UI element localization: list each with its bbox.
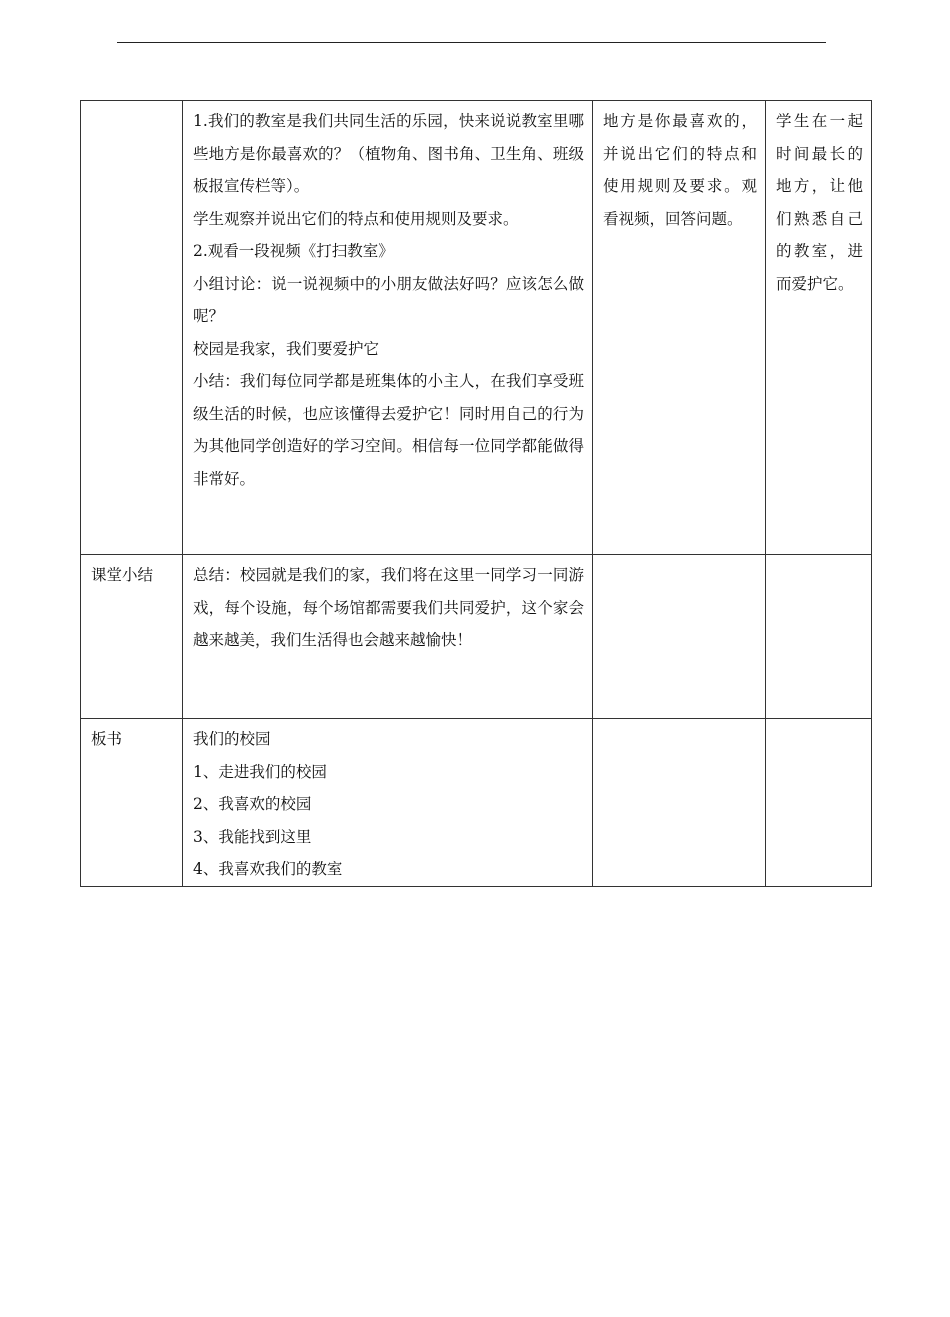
content-line: 小结：我们每位同学都是班集体的小主人，在我们享受班级生活的时候，也应该懂得去爱护它！同时用自己的行为为其他同学创造好的学习空间。相信每一位同学都能做得非常好。: [193, 372, 584, 488]
content-line: 4、我喜欢我们的教室: [193, 860, 343, 878]
table-row-summary: [81, 555, 872, 719]
design-intent-cell: [766, 555, 872, 719]
content-line: 总结：校园就是我们的家，我们将在这里一同学习一同游戏，每个设施，每个场馆都需要我们共同爱护，这个家会越来越美，我们生活得也会越来越愉快！: [193, 566, 584, 649]
teaching-content-cell: [183, 719, 593, 887]
content-line: 1、走进我们的校园: [193, 762, 327, 781]
row-label-cell: [81, 101, 183, 555]
row-label: 课堂小结: [91, 566, 154, 584]
row-label-cell: [81, 719, 183, 887]
design-intent-cell: [766, 719, 872, 887]
lesson-plan-table: [80, 100, 872, 887]
header-rule: [117, 42, 826, 43]
content-line: 2、我喜欢的校园: [193, 795, 312, 813]
table-row-activity: [81, 101, 872, 555]
student-activity-cell: [593, 555, 766, 719]
design-intent-text: 学生在一起时间最长的地方，让他们熟悉自己的教室，进而爱护它。: [776, 112, 863, 293]
student-activity-cell: [593, 101, 766, 555]
content-line: 校园是我家，我们要爱护它: [193, 339, 380, 358]
content-line: 我们的校园: [193, 730, 271, 748]
row-label: 板书: [91, 730, 123, 748]
content-line: 3、我能找到这里: [193, 827, 312, 846]
content-line: 学生观察并说出它们的特点和使用规则及要求。: [193, 209, 519, 228]
content-line: 小组讨论：说一说视频中的小朋友做法好吗？应该怎么做呢？: [193, 274, 584, 325]
student-activity-text: 地方是你最喜欢的，并说出它们的特点和使用规则及要求。观看视频，回答问题。: [603, 112, 757, 228]
content-line: 2.观看一段视频《打扫教室》: [193, 242, 394, 260]
row-label-cell: [81, 555, 183, 719]
design-intent-cell: [766, 101, 872, 555]
table-row-blackboard: [81, 719, 872, 887]
teaching-content-cell: [183, 101, 593, 555]
content-line: 1.我们的教室是我们共同生活的乐园，快来说说教室里哪些地方是你最喜欢的？（植物角、图书角、卫生角、班级板报宣传栏等）。: [193, 112, 584, 195]
student-activity-cell: [593, 719, 766, 887]
teaching-content-cell: [183, 555, 593, 719]
